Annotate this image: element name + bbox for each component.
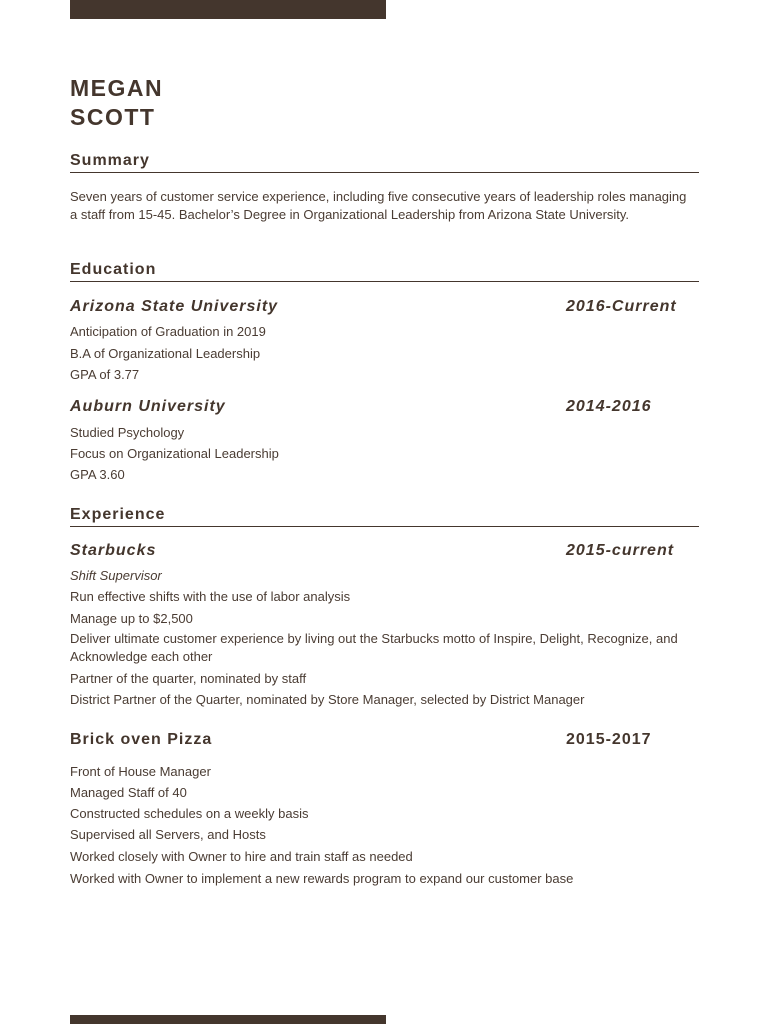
job-detail: Supervised all Servers, and Hosts bbox=[70, 827, 266, 842]
job-detail: Manage up to $2,500 bbox=[70, 611, 193, 626]
job-detail: Partner of the quarter, nominated by staff bbox=[70, 671, 307, 686]
summary-heading: Summary bbox=[70, 151, 699, 173]
school-name: Arizona State University bbox=[70, 298, 279, 315]
school-dates: 2014-2016 bbox=[566, 398, 652, 415]
education-detail: Studied Psychology bbox=[70, 425, 185, 440]
experience-heading: Experience bbox=[70, 505, 699, 527]
job-detail: Worked closely with Owner to hire and train staff as needed bbox=[70, 849, 413, 864]
job-dates: 2015-2017 bbox=[566, 731, 652, 748]
last-name: SCOTT bbox=[70, 104, 156, 130]
header-bar bbox=[70, 0, 386, 19]
company-name: Brick oven Pizza bbox=[70, 731, 213, 748]
job-detail: Managed Staff of 40 bbox=[70, 785, 187, 800]
company-name: Starbucks bbox=[70, 542, 157, 559]
education-detail: GPA 3.60 bbox=[70, 467, 125, 482]
job-role: Shift Supervisor bbox=[70, 568, 162, 583]
job-detail: District Partner of the Quarter, nominated by Store Manager, selected by District Manager bbox=[70, 692, 585, 707]
summary-text: Seven years of customer service experience, including five consecutive years of leadership roles managing a staff from 15-45. Bachelor’s Degree in Organizational Leadership from Arizona State University. bbox=[70, 189, 687, 222]
education-heading: Education bbox=[70, 260, 699, 282]
candidate-name bbox=[70, 74, 163, 132]
footer-bar bbox=[70, 1015, 386, 1024]
education-detail: B.A of Organizational Leadership bbox=[70, 346, 261, 361]
job-detail: Front of House Manager bbox=[70, 764, 211, 779]
job-detail: Deliver ultimate customer experience by living out the Starbucks motto of Inspire, Delight, Recognize, and Acknowledge each other bbox=[70, 631, 678, 664]
job-detail: Run effective shifts with the use of labor analysis bbox=[70, 589, 351, 604]
job-dates: 2015-current bbox=[566, 542, 675, 559]
education-detail: Anticipation of Graduation in 2019 bbox=[70, 324, 266, 339]
school-dates: 2016-Current bbox=[566, 298, 677, 315]
school-name: Auburn University bbox=[70, 398, 226, 415]
first-name: MEGAN bbox=[70, 75, 164, 101]
education-detail: GPA of 3.77 bbox=[70, 367, 140, 382]
job-detail: Constructed schedules on a weekly basis bbox=[70, 806, 309, 821]
job-detail: Worked with Owner to implement a new rewards program to expand our customer base bbox=[70, 871, 574, 886]
education-detail: Focus on Organizational Leadership bbox=[70, 446, 279, 461]
